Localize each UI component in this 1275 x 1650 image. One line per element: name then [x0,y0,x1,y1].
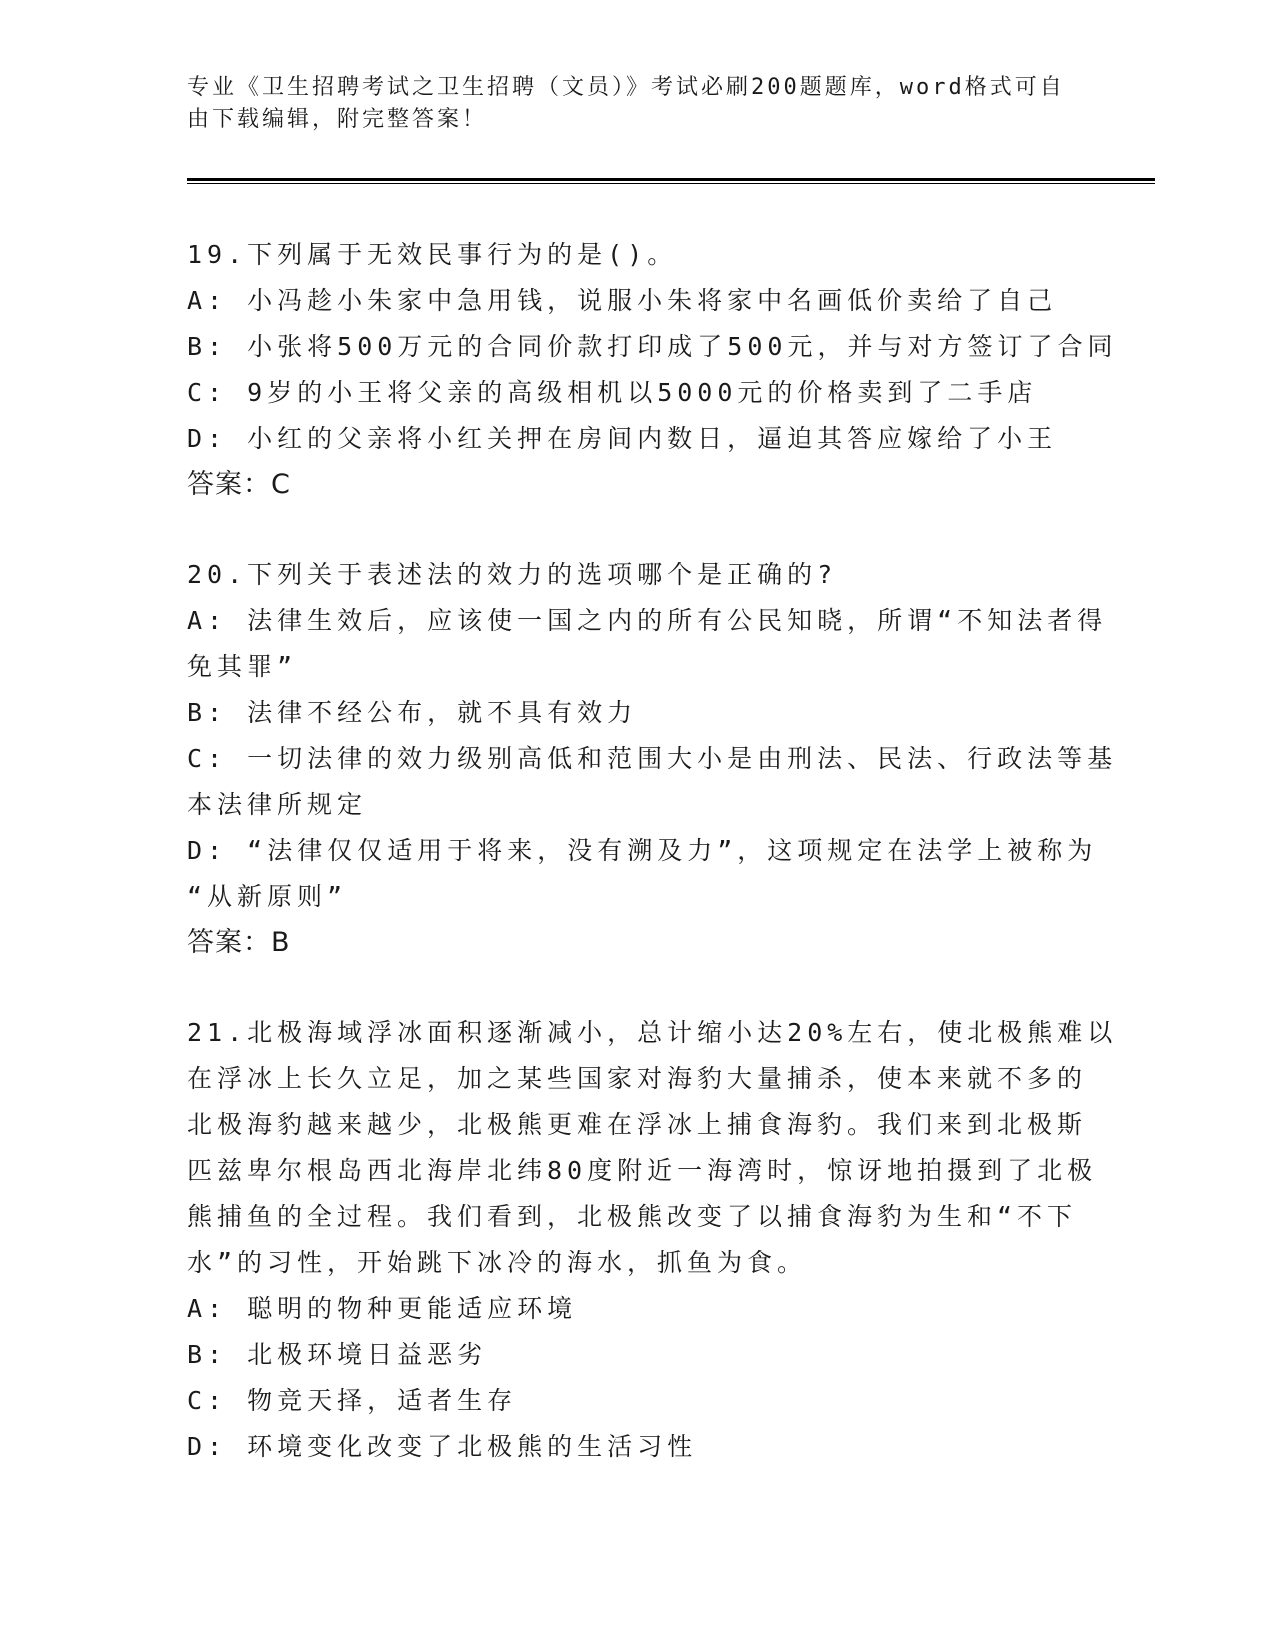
question-stem: 19.下列属于无效民事行为的是()。 [187,240,678,269]
header-divider-thick [187,178,1155,181]
option-b: B: 法律不经公布，就不具有效力 [187,698,638,727]
option-c-continued: 本法律所规定 [187,790,368,819]
option-a-continued: 免其罪” [187,652,298,681]
option-b: B: 北极环境日益恶劣 [187,1340,488,1369]
option-c: C: 物竞天择，适者生存 [187,1386,518,1415]
question-stem-continued: 水”的习性，开始跳下冰冷的海水，抓鱼为食。 [187,1248,808,1277]
answer-label: 答案：C [187,469,291,500]
option-b: B: 小张将500万元的合同价款打印成了500元，并与对方签订了合同 [187,332,1118,361]
question-list [187,232,1118,1470]
option-d: D: 小红的父亲将小红关押在房间内数日，逼迫其答应嫁给了小王 [187,424,1058,453]
option-d: D: “法律仅仅适用于将来，没有溯及力”，这项规定在法学上被称为 [187,836,1098,865]
header-line-1: 专业《卫生招聘考试之卫生招聘（文员）》考试必刷200题题库，word格式可自 [187,75,1065,100]
header-divider-thin [187,183,1155,184]
question-stem-continued: 熊捕鱼的全过程。我们看到，北极熊改变了以捕食海豹为生和“不下 [187,1202,1078,1231]
option-a: A: 小冯趁小朱家中急用钱，说服小朱将家中名画低价卖给了自己 [187,286,1058,315]
option-a: A: 聪明的物种更能适应环境 [187,1294,578,1323]
option-c: C: 9岁的小王将父亲的高级相机以5000元的价格卖到了二手店 [187,378,1038,407]
question-block [187,232,1118,508]
question-spacer [187,508,1077,552]
question-block [187,1010,1118,1470]
question-stem: 21.北极海域浮冰面积逐渐减小，总计缩小达20%左右，使北极熊难以 [187,1018,1118,1047]
document-header [187,72,1067,136]
question-stem-continued: 在浮冰上长久立足，加之某些国家对海豹大量捕杀，使本来就不多的 [187,1064,1088,1093]
question-block [187,552,1118,966]
option-d: D: 环境变化改变了北极熊的生活习性 [187,1432,698,1461]
question-stem: 20.下列关于表述法的效力的选项哪个是正确的? [187,560,838,589]
option-a: A: 法律生效后，应该使一国之内的所有公民知晓，所谓“不知法者得 [187,606,1108,635]
question-spacer [187,966,1077,1010]
header-line-2: 由下载编辑，附完整答案！ [187,107,488,132]
answer-label: 答案：B [187,927,291,958]
option-d-continued: “从新原则” [187,882,348,911]
question-stem-continued: 北极海豹越来越少，北极熊更难在浮冰上捕食海豹。我们来到北极斯 [187,1110,1088,1139]
question-stem-continued: 匹兹卑尔根岛西北海岸北纬80度附近一海湾时，惊讶地拍摄到了北极 [187,1156,1098,1185]
option-c: C: 一切法律的效力级别高低和范围大小是由刑法、民法、行政法等基 [187,744,1118,773]
